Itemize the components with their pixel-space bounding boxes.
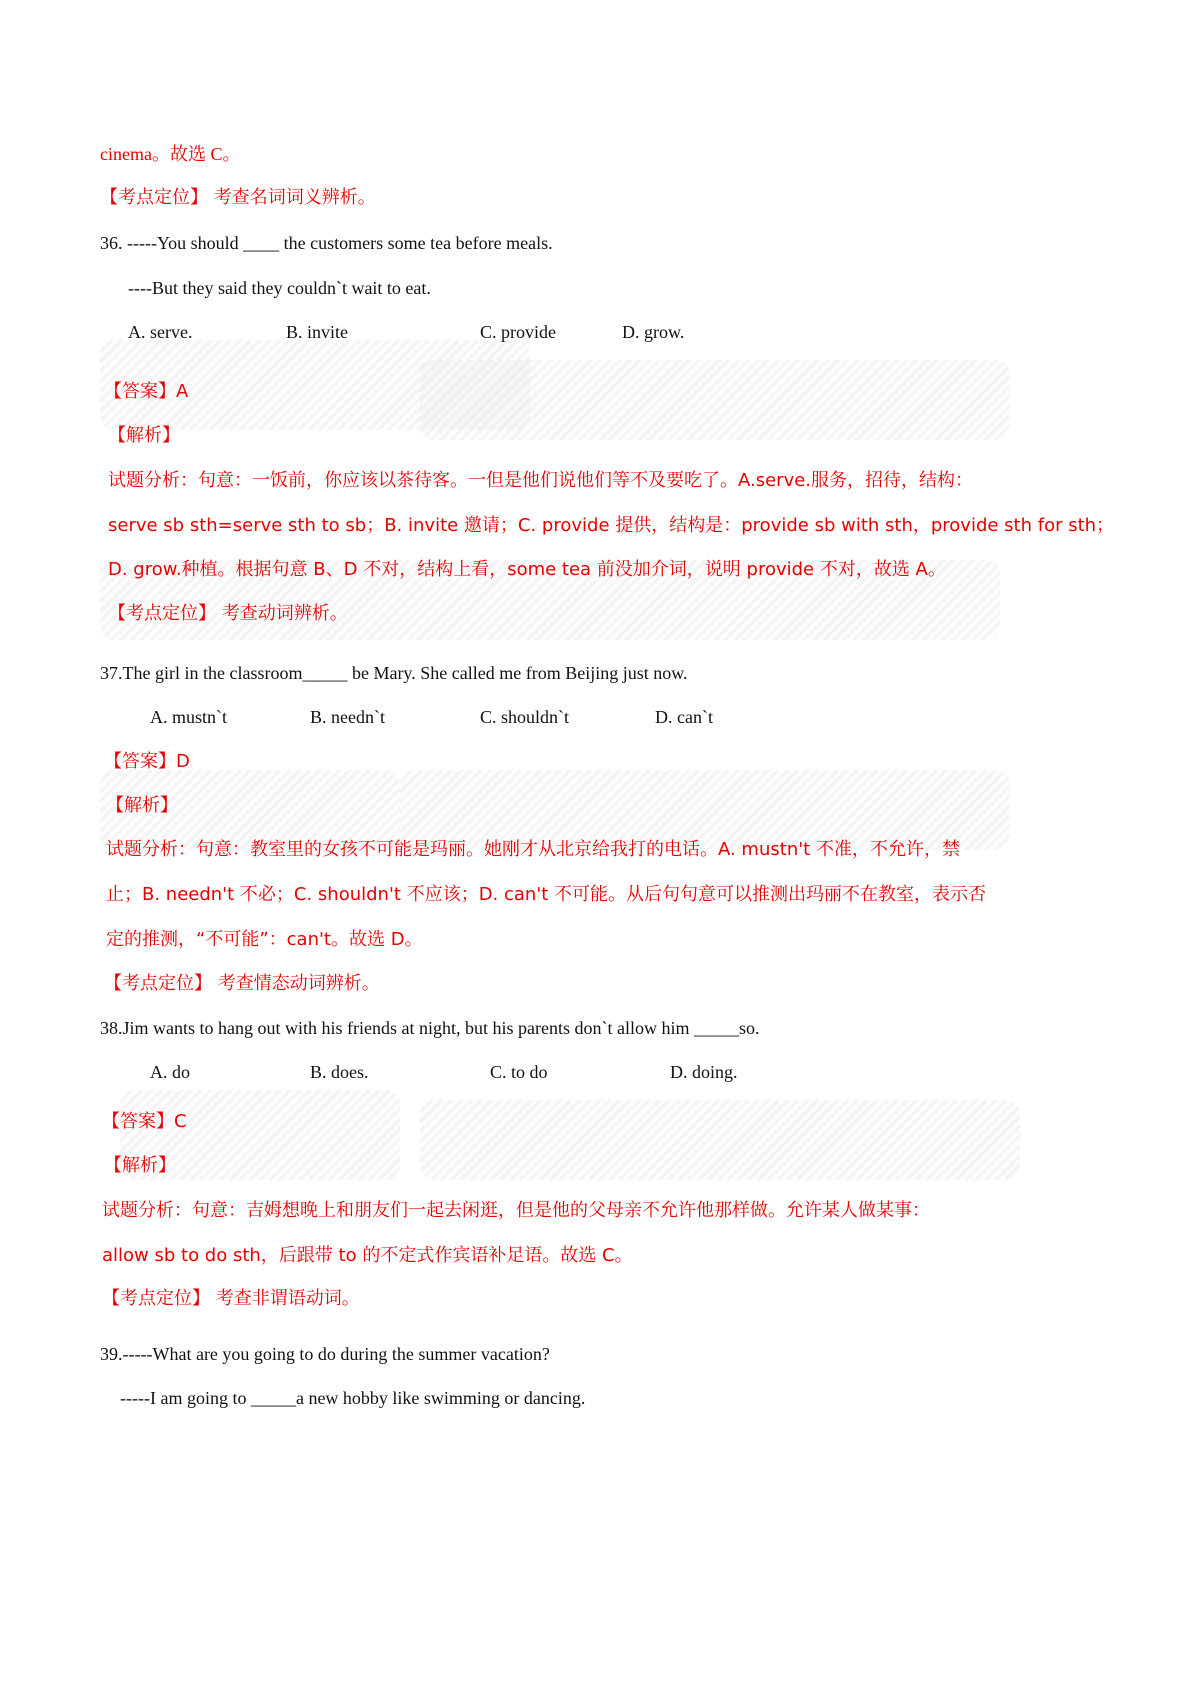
analysis-label-37: 【解析】 (106, 795, 178, 816)
keypoint-38 (102, 1287, 1100, 1311)
answer-37 (104, 750, 1100, 774)
analysis-38-line2: allow sb to do sth，后跟带 to 的不定式作宾语补足语。故选 C。 (102, 1245, 633, 1266)
analysis-36-line1: 试题分析：句意：一饭前，你应该以茶待客。一但是他们说他们等不及要吃了。A.serve.服务，招待，结构： (108, 470, 974, 491)
option-a: A. serve. (128, 322, 193, 342)
answer-value: D (176, 751, 190, 772)
keypoint-text: 考查动词辨析。 (221, 603, 348, 624)
option-c: C. shouldn`t (480, 707, 570, 727)
option-d: D. doing. (670, 1062, 738, 1082)
option-d: D. grow. (622, 322, 685, 342)
option-a: A. do (150, 1062, 190, 1082)
answer-36 (104, 380, 1100, 404)
analysis-label-38: 【解析】 (104, 1155, 176, 1176)
question-36-stem: 36. -----You should ____ the customers some tea before meals. (100, 233, 553, 253)
answer-value: C (174, 1111, 187, 1132)
analysis-36-line3: D. grow.种植。根据句意 B、D 不对，结构上看，some tea 前没加介词，说明 provide 不对，故选 A。 (108, 559, 946, 580)
question-36-reply: ----But they said they couldn`t wait to eat. (128, 278, 431, 298)
analysis-36-line2: serve sb sth=serve sth to sb；B. invite 邀请；C. provide 提供，结构是：provide sb with sth，provide sth for sth； (108, 515, 1115, 536)
option-b: B. needn`t (310, 707, 385, 727)
keypoint-label: 【考点定位】 (100, 187, 208, 208)
keypoint-text: 考查情态动词辨析。 (217, 973, 380, 994)
option-c: C. provide (480, 322, 556, 342)
analysis-37-line1: 试题分析：句意：教室里的女孩不可能是玛丽。她刚才从北京给我打的电话。A. mustn't 不准，不允许，禁 (106, 839, 960, 860)
analysis-37-line2: 止；B. needn't 不必；C. shouldn't 不应该；D. can't 不可能。从后句句意可以推测出玛丽不在教室，表示否 (106, 884, 987, 905)
answer-label: 【答案】 (104, 381, 176, 402)
analysis-38-line1: 试题分析：句意：吉姆想晚上和朋友们一起去闲逛，但是他的父母亲不允许他那样做。允许某人做某事： (102, 1200, 930, 1221)
answer-label: 【答案】 (104, 751, 176, 772)
option-c: C. to do (490, 1062, 548, 1082)
analysis-label-36: 【解析】 (108, 425, 180, 446)
answer-38 (102, 1110, 1100, 1134)
keypoint-text: 考查名词词义辨析。 (213, 187, 376, 208)
keypoint-36 (108, 602, 1100, 626)
option-a: A. mustn`t (150, 707, 228, 727)
option-d: D. can`t (655, 707, 713, 727)
keypoint-label: 【考点定位】 (104, 973, 212, 994)
option-b: B. invite (286, 322, 348, 342)
keypoint-text: 考查非谓语动词。 (215, 1288, 360, 1309)
answer-label: 【答案】 (102, 1111, 174, 1132)
question-39-reply: -----I am going to _____a new hobby like swimming or dancing. (120, 1388, 586, 1408)
answer-value: A (176, 381, 189, 402)
analysis-37-line3: 定的推测，“不可能”：can't。故选 D。 (106, 929, 423, 950)
prev-keypoint (100, 186, 1100, 210)
option-b: B. does. (310, 1062, 369, 1082)
keypoint-label: 【考点定位】 (108, 603, 216, 624)
keypoint-37 (104, 972, 1100, 996)
question-38-stem: 38.Jim wants to hang out with his friends at night, but his parents don`t allow him _____so. (100, 1018, 760, 1038)
question-39-stem: 39.-----What are you going to do during the summer vacation? (100, 1344, 550, 1364)
question-37-stem: 37.The girl in the classroom_____ be Mary. She called me from Beijing just now. (100, 663, 688, 683)
keypoint-label: 【考点定位】 (102, 1288, 210, 1309)
prev-answer-tail: cinema。故选 C。 (100, 144, 241, 164)
